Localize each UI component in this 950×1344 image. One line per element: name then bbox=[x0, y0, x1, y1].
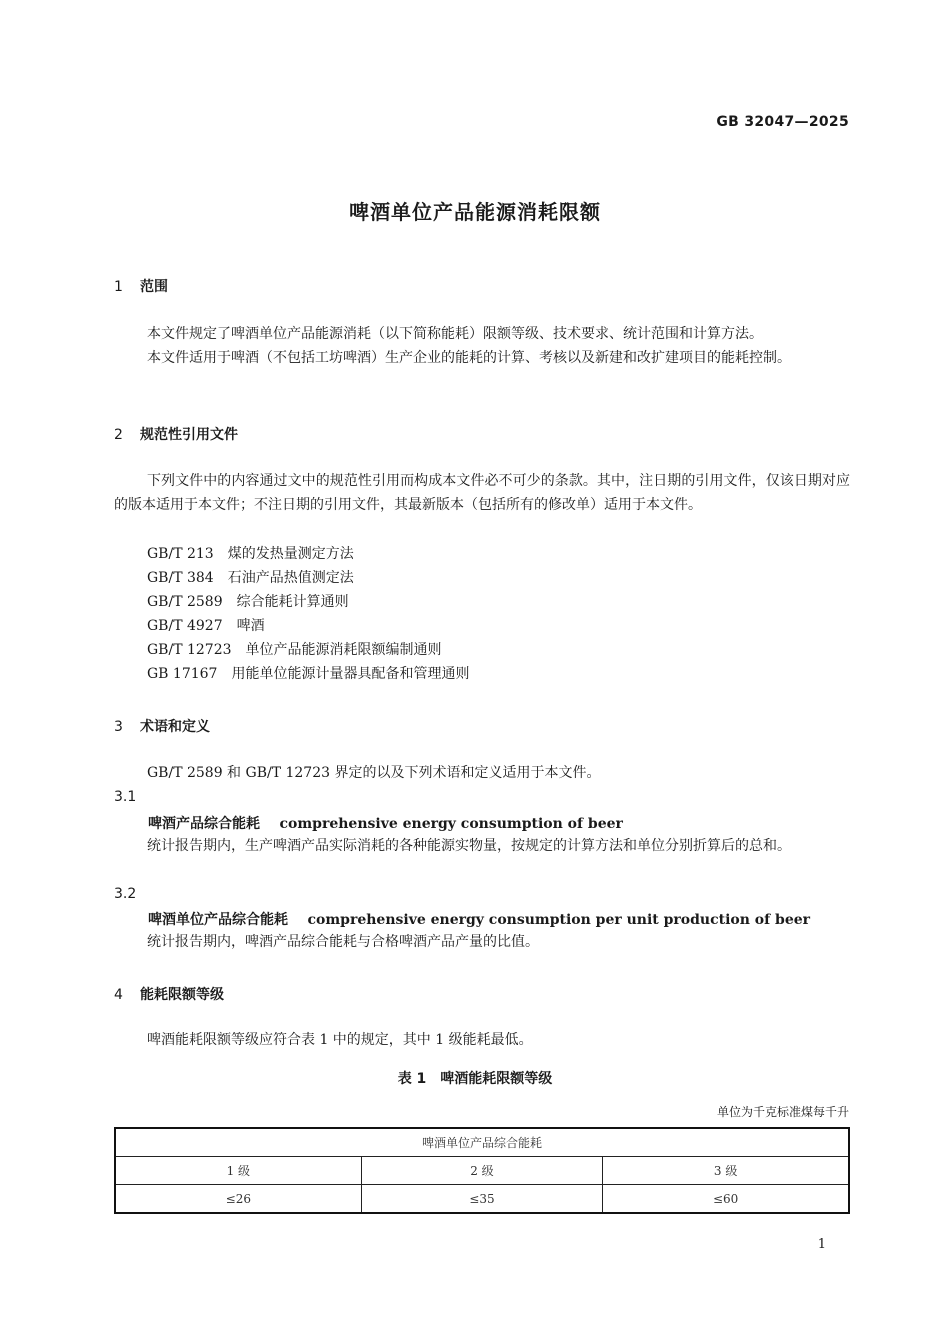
scope-paragraph-1: 本文件规定了啤酒单位产品能源消耗（以下简称能耗）限额等级、技术要求、统计范围和计算方法。 bbox=[147, 326, 763, 342]
term-title bbox=[148, 813, 623, 833]
section-1-heading bbox=[114, 276, 168, 296]
term-number: 3.1 bbox=[114, 789, 137, 805]
term-definition: 统计报告期内，啤酒产品综合能耗与合格啤酒产品产量的比值。 bbox=[147, 934, 539, 950]
section-3-heading bbox=[114, 716, 210, 736]
reference-item: GB/T 2589 综合能耗计算通则 bbox=[147, 594, 349, 610]
scope-paragraph-2: 本文件适用于啤酒（不包括工坊啤酒）生产企业的能耗的计算、考核以及新建和改扩建项目的能耗控制。 bbox=[147, 350, 791, 366]
section-4-heading bbox=[114, 984, 224, 1004]
table-caption: 表 1 啤酒能耗限额等级 bbox=[397, 1071, 553, 1087]
table-unit: 单位为千克标准煤每千升 bbox=[716, 1105, 849, 1119]
reference-item: GB/T 12723 单位产品能源消耗限额编制通则 bbox=[147, 642, 442, 658]
table-cell: 1 级 bbox=[115, 1157, 361, 1185]
reference-item: GB/T 213 煤的发热量测定方法 bbox=[147, 546, 354, 562]
section-number: 4 bbox=[114, 987, 123, 1003]
term-title bbox=[148, 909, 810, 929]
term-chinese: 啤酒产品综合能耗 bbox=[148, 816, 260, 832]
table-header-cell: 啤酒单位产品综合能耗 bbox=[115, 1128, 849, 1157]
term-number: 3.2 bbox=[114, 886, 137, 902]
table-cell: ≤60 bbox=[603, 1185, 849, 1214]
energy-grade-table bbox=[114, 1127, 850, 1214]
table-cell: 3 级 bbox=[603, 1157, 849, 1185]
term-chinese: 啤酒单位产品综合能耗 bbox=[148, 912, 288, 928]
section-title: 能耗限额等级 bbox=[140, 987, 224, 1003]
terms-intro-paragraph: GB/T 2589 和 GB/T 12723 界定的以及下列术语和定义适用于本文件。 bbox=[147, 765, 601, 781]
table-cell: ≤35 bbox=[361, 1185, 603, 1214]
reference-item: GB 17167 用能单位能源计量器具配备和管理通则 bbox=[147, 666, 470, 682]
term-english: comprehensive energy consumption of beer bbox=[279, 816, 623, 832]
table-cell: 2 级 bbox=[361, 1157, 603, 1185]
reference-item: GB/T 384 石油产品热值测定法 bbox=[147, 570, 354, 586]
references-paragraph: 下列文件中的内容通过文中的规范性引用而构成本文件必不可少的条款。其中，注日期的引用文件，仅该日期对应的版本适用于本文件；不注日期的引用文件，其最新版本（包括所有的修改单）适用于本文件。 bbox=[114, 473, 850, 513]
section-title: 范围 bbox=[140, 279, 168, 295]
section-number: 1 bbox=[114, 279, 123, 295]
table-row bbox=[115, 1185, 849, 1214]
section-number: 2 bbox=[114, 427, 123, 443]
section-title: 规范性引用文件 bbox=[140, 427, 238, 443]
document-title: 啤酒单位产品能源消耗限额 bbox=[349, 200, 601, 224]
table-header-row bbox=[115, 1128, 849, 1157]
term-english: comprehensive energy consumption per unit production of beer bbox=[307, 912, 811, 928]
table-cell: ≤26 bbox=[115, 1185, 361, 1214]
reference-item: GB/T 4927 啤酒 bbox=[147, 618, 265, 634]
section-number: 3 bbox=[114, 719, 123, 735]
section-title: 术语和定义 bbox=[140, 719, 210, 735]
standard-number: GB 32047—2025 bbox=[716, 114, 849, 130]
section-2-heading bbox=[114, 424, 238, 444]
grade-paragraph: 啤酒能耗限额等级应符合表 1 中的规定，其中 1 级能耗最低。 bbox=[147, 1032, 533, 1048]
page-number: 1 bbox=[817, 1237, 826, 1252]
table-row bbox=[115, 1157, 849, 1185]
term-definition: 统计报告期内，生产啤酒产品实际消耗的各种能源实物量，按规定的计算方法和单位分别折算后的总和。 bbox=[147, 838, 791, 854]
